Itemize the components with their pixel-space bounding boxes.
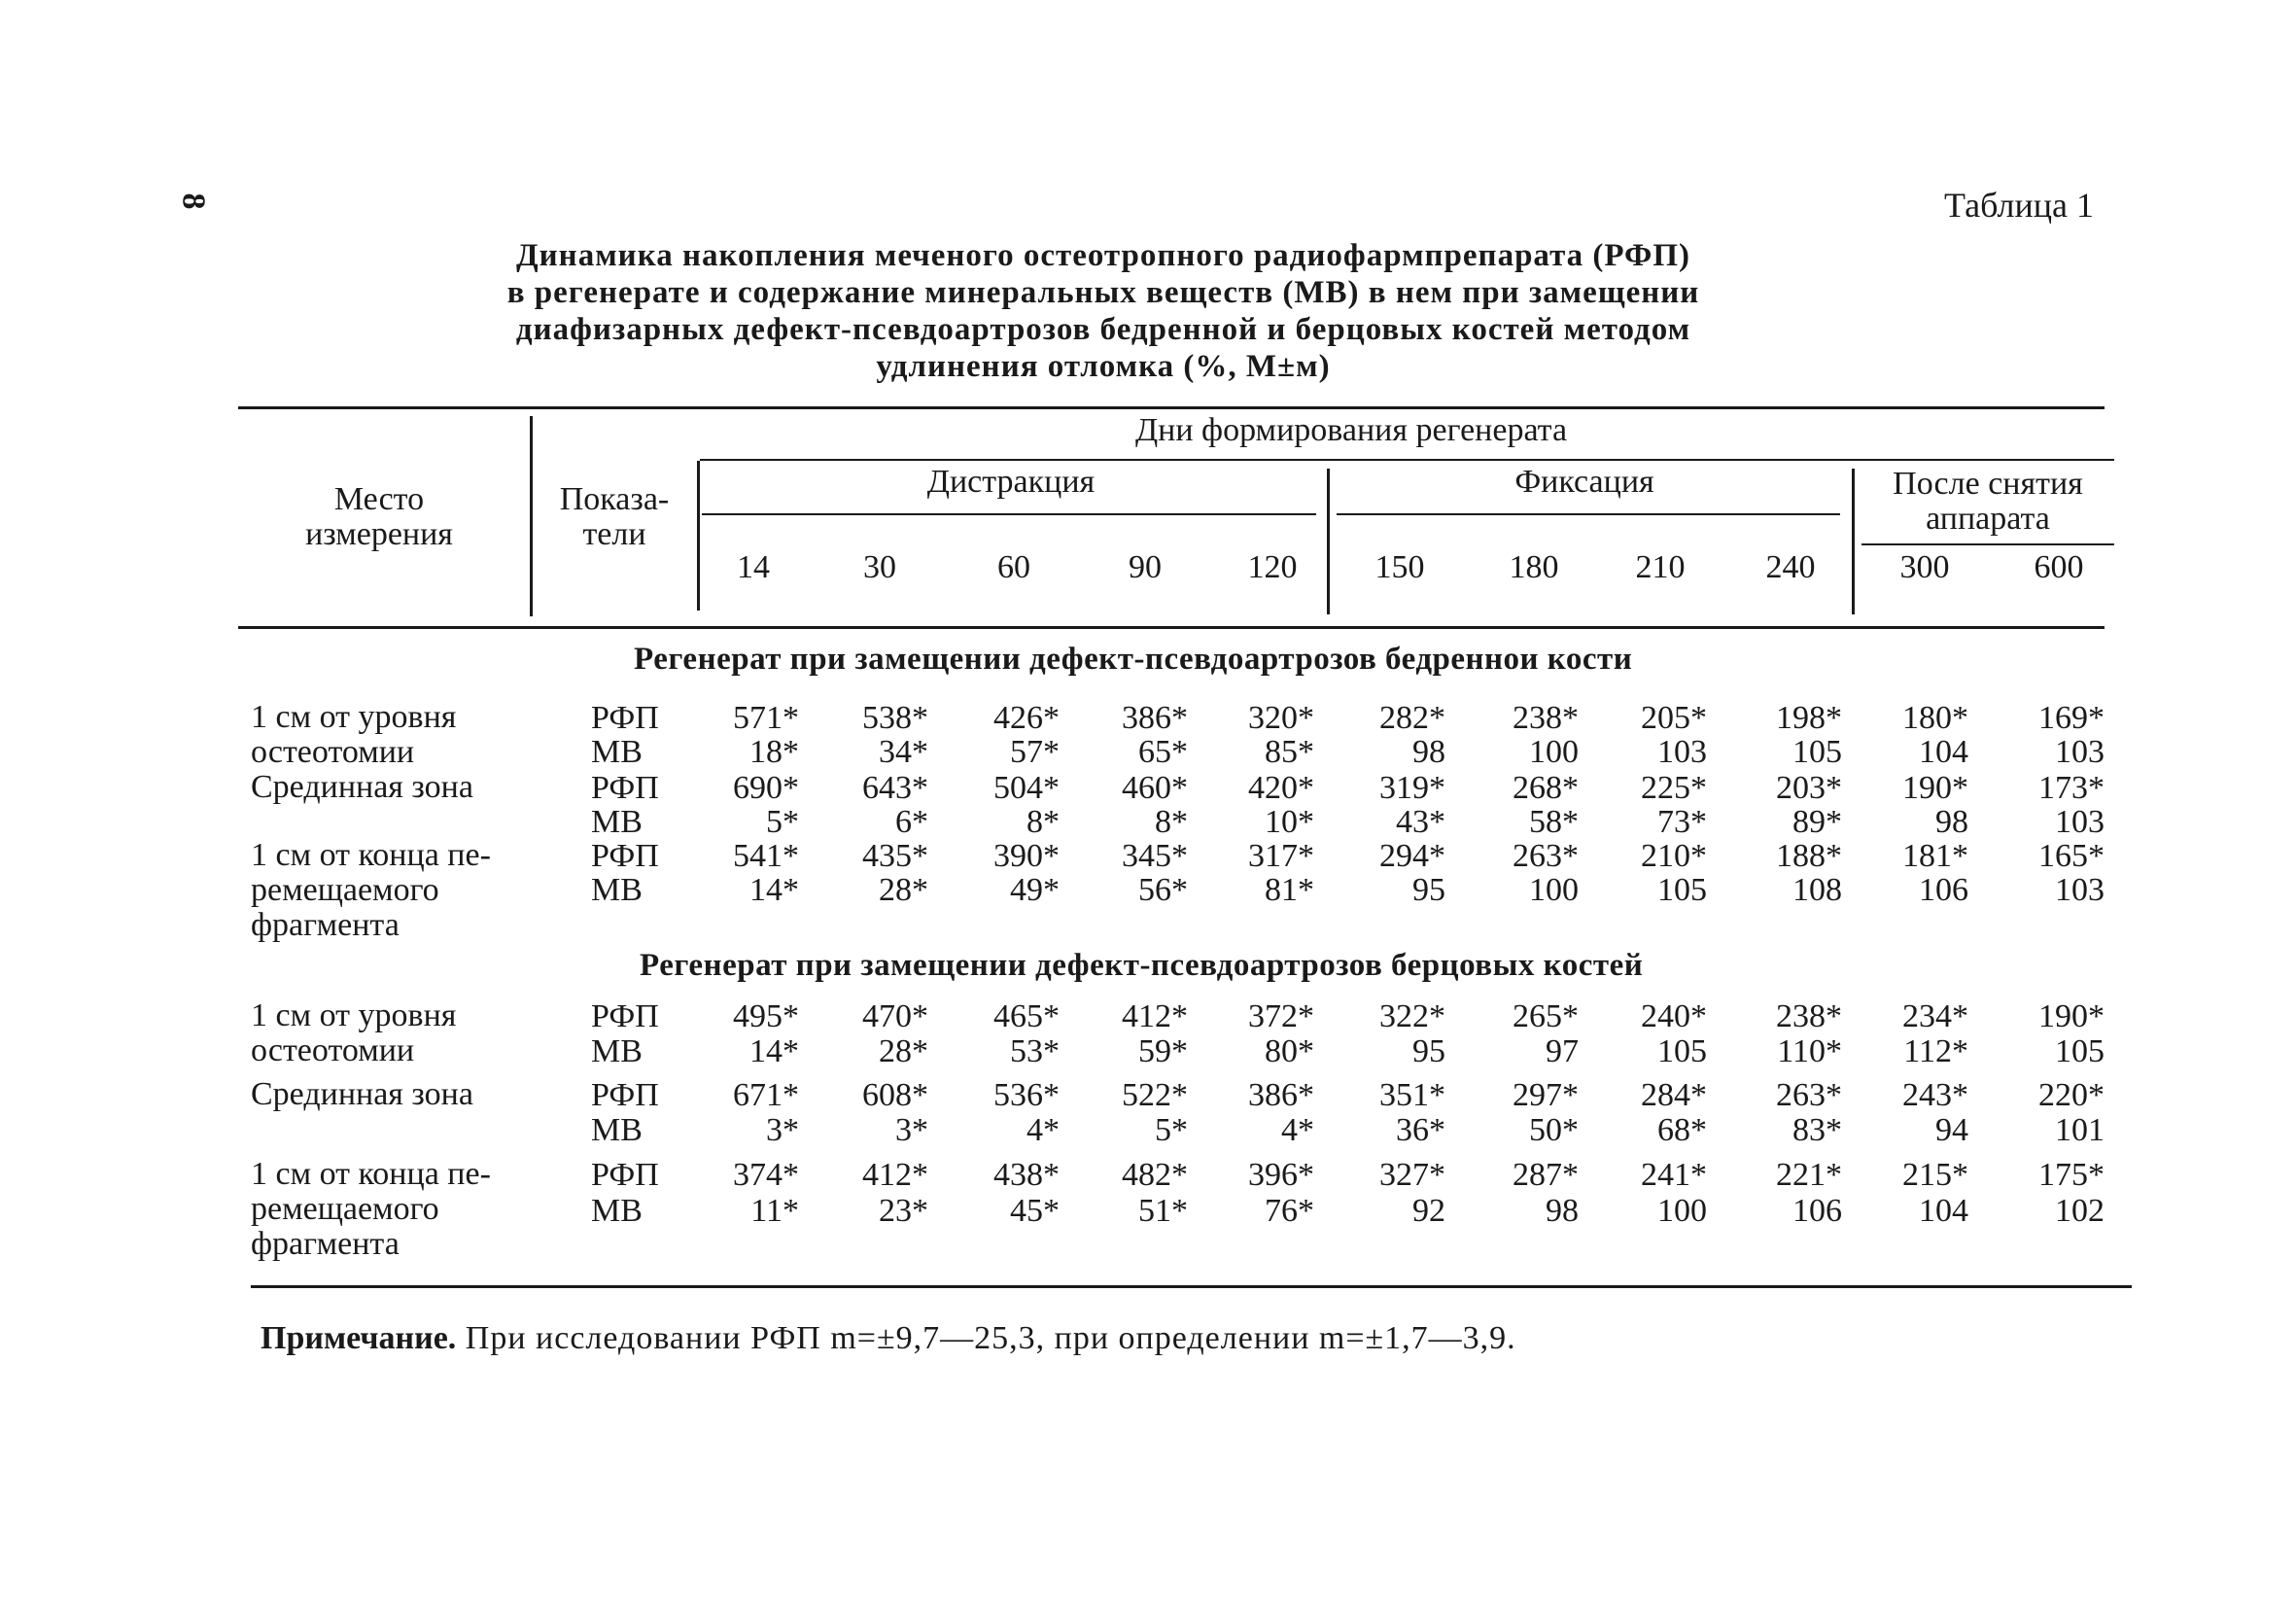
- row-indicator: РФП: [591, 838, 659, 874]
- header-after: После снятия аппарата: [1893, 466, 2083, 537]
- row-indicator: МВ: [591, 734, 643, 770]
- table-cell: 671*: [733, 1077, 799, 1113]
- table-cell: 92: [1412, 1193, 1445, 1229]
- table-cell: 105: [1657, 1033, 1707, 1069]
- table-cell: 221*: [1776, 1157, 1842, 1193]
- table-cell: 59*: [1138, 1033, 1188, 1069]
- table-cell: 101: [2055, 1112, 2105, 1148]
- header-day: 30: [863, 549, 896, 585]
- col-divider-after: [1852, 469, 1855, 614]
- row-place-label: 1 см от уровня остеотомии: [251, 699, 457, 770]
- table-cell: 45*: [1010, 1193, 1060, 1229]
- table-cell: 263*: [1513, 838, 1579, 874]
- table-cell: 4*: [1281, 1112, 1314, 1148]
- table-cell: 18*: [749, 734, 799, 770]
- table-cell: 284*: [1641, 1077, 1707, 1113]
- table-cell: 240*: [1641, 998, 1707, 1034]
- table-cell: 188*: [1776, 838, 1842, 874]
- row-indicator: РФП: [591, 998, 659, 1034]
- header-indicators: Показа- тели: [559, 481, 670, 552]
- table-cell: 351*: [1379, 1077, 1445, 1113]
- table-cell: 412*: [1122, 998, 1188, 1034]
- table-cell: 536*: [993, 1077, 1060, 1113]
- title-line: диафизарных дефект-псевдоартрозов бедренной и берцовых костей методом: [515, 312, 1691, 347]
- table-cell: 103: [2055, 872, 2105, 908]
- table-cell: 106: [1792, 1193, 1842, 1229]
- table-cell: 68*: [1657, 1112, 1707, 1148]
- header-day: 300: [1899, 549, 1950, 585]
- header-day: 600: [2034, 549, 2084, 585]
- table-cell: 80*: [1265, 1033, 1314, 1069]
- table-cell: 470*: [862, 998, 928, 1034]
- table-cell: 58*: [1529, 804, 1579, 840]
- table-cell: 319*: [1379, 770, 1445, 806]
- table-cell: 435*: [862, 838, 928, 874]
- table-cell: 317*: [1248, 838, 1314, 874]
- table-cell: 95: [1412, 1033, 1445, 1069]
- header-day: 210: [1635, 549, 1686, 585]
- row-indicator: РФП: [591, 700, 659, 736]
- days-rule: [700, 459, 2114, 461]
- table-cell: 205*: [1641, 700, 1707, 736]
- row-place-label: Срединная зона: [251, 1076, 473, 1112]
- table-cell: 73*: [1657, 804, 1707, 840]
- table-note: Примечание. При исследовании РФП m=±9,7—25,3, при определении m=±1,7—3,9.: [261, 1320, 1516, 1356]
- header-day: 60: [997, 549, 1030, 585]
- after-rule: [1861, 543, 2114, 545]
- table-cell: 51*: [1138, 1193, 1188, 1229]
- table-cell: 28*: [879, 872, 928, 908]
- distraction-rule: [702, 513, 1316, 515]
- row-place-label: 1 см от уровня остеотомии: [251, 997, 457, 1068]
- col-divider-indicators: [697, 461, 700, 611]
- table-cell: 6*: [895, 804, 928, 840]
- table-cell: 81*: [1265, 872, 1314, 908]
- fixation-rule: [1337, 513, 1840, 515]
- table-cell: 522*: [1122, 1077, 1188, 1113]
- table-cell: 396*: [1248, 1157, 1314, 1193]
- table-cell: 83*: [1792, 1112, 1842, 1148]
- table-cell: 426*: [993, 700, 1060, 736]
- header-day: 150: [1374, 549, 1425, 585]
- col-divider-fixation: [1327, 469, 1330, 614]
- table-cell: 215*: [1902, 1157, 1968, 1193]
- table-cell: 538*: [862, 700, 928, 736]
- table-cell: 4*: [1026, 1112, 1060, 1148]
- table-cell: 43*: [1396, 804, 1445, 840]
- table-cell: 34*: [879, 734, 928, 770]
- table-cell: 390*: [993, 838, 1060, 874]
- row-place-label: 1 см от конца пе- ремещаемого фрагмента: [251, 1156, 491, 1262]
- table-cell: 460*: [1122, 770, 1188, 806]
- row-indicator: РФП: [591, 1077, 659, 1113]
- table-cell: 203*: [1776, 770, 1842, 806]
- table-cell: 234*: [1902, 998, 1968, 1034]
- table-cell: 8*: [1026, 804, 1060, 840]
- row-indicator: МВ: [591, 804, 643, 840]
- header-fixation: Фиксация: [1514, 464, 1654, 500]
- table-cell: 571*: [733, 700, 799, 736]
- table-cell: 282*: [1379, 700, 1445, 736]
- table-cell: 690*: [733, 770, 799, 806]
- table-cell: 482*: [1122, 1157, 1188, 1193]
- header-distraction: Дистракция: [926, 464, 1096, 500]
- table-cell: 5*: [766, 804, 799, 840]
- table-cell: 238*: [1513, 700, 1579, 736]
- table-cell: 100: [1657, 1193, 1707, 1229]
- table-cell: 210*: [1641, 838, 1707, 874]
- table-cell: 238*: [1776, 998, 1842, 1034]
- table-cell: 3*: [766, 1112, 799, 1148]
- row-indicator: МВ: [591, 1033, 643, 1069]
- table-cell: 94: [1935, 1112, 1968, 1148]
- table-cell: 495*: [733, 998, 799, 1034]
- header-day: 120: [1247, 549, 1298, 585]
- table-cell: 50*: [1529, 1112, 1579, 1148]
- table-cell: 190*: [1902, 770, 1968, 806]
- table-cell: 100: [1529, 872, 1579, 908]
- table-cell: 465*: [993, 998, 1060, 1034]
- table-cell: 180*: [1902, 700, 1968, 736]
- table-cell: 438*: [993, 1157, 1060, 1193]
- table-cell: 198*: [1776, 700, 1842, 736]
- table-cell: 28*: [879, 1033, 928, 1069]
- table-cell: 65*: [1138, 734, 1188, 770]
- title-line: удлинения отломка (%, M±м): [876, 349, 1331, 384]
- table-cell: 169*: [2038, 700, 2105, 736]
- table-cell: 10*: [1265, 804, 1314, 840]
- page-number: 8: [175, 192, 212, 210]
- table-cell: 190*: [2038, 998, 2105, 1034]
- table-cell: 412*: [862, 1157, 928, 1193]
- table-cell: 97: [1546, 1033, 1579, 1069]
- title-line: в регенерате и содержание минеральных веществ (МВ) в нем при замещении: [506, 275, 1700, 310]
- table-bottom-rule: [251, 1285, 2132, 1288]
- table-cell: 541*: [733, 838, 799, 874]
- row-indicator: РФП: [591, 770, 659, 806]
- table-cell: 110*: [1777, 1033, 1842, 1069]
- table-cell: 76*: [1265, 1193, 1314, 1229]
- table-cell: 49*: [1010, 872, 1060, 908]
- header-day: 180: [1509, 549, 1559, 585]
- table-cell: 608*: [862, 1077, 928, 1113]
- table-cell: 8*: [1155, 804, 1188, 840]
- table-cell: 243*: [1902, 1077, 1968, 1113]
- section-title: Регенерат при замещении дефект-псевдоартрозов бедреннои кости: [634, 642, 1633, 677]
- table-cell: 263*: [1776, 1077, 1842, 1113]
- table-cell: 100: [1529, 734, 1579, 770]
- section-title: Регенерат при замещении дефект-псевдоартрозов берцовых костей: [640, 948, 1644, 983]
- header-day: 90: [1129, 549, 1162, 585]
- header-day: 240: [1765, 549, 1816, 585]
- table-cell: 345*: [1122, 838, 1188, 874]
- row-indicator: МВ: [591, 1193, 643, 1229]
- title-line: Динамика накопления меченого остеотропного радиофармпрепарата (РФП): [515, 238, 1691, 273]
- header-place: Место измерения: [305, 481, 453, 552]
- table-cell: 5*: [1155, 1112, 1188, 1148]
- table-cell: 220*: [2038, 1077, 2105, 1113]
- header-days-title: Дни формирования регенерата: [1134, 412, 1568, 448]
- table-cell: 98: [1412, 734, 1445, 770]
- table-cell: 104: [1919, 1193, 1968, 1229]
- table-cell: 327*: [1379, 1157, 1445, 1193]
- row-indicator: РФП: [591, 1157, 659, 1193]
- table-title: [292, 237, 1915, 385]
- table-cell: 98: [1546, 1193, 1579, 1229]
- table-cell: 95: [1412, 872, 1445, 908]
- header-day: 14: [737, 549, 770, 585]
- table-cell: 322*: [1379, 998, 1445, 1034]
- table-cell: 265*: [1513, 998, 1579, 1034]
- table-cell: 105: [2055, 1033, 2105, 1069]
- table-cell: 105: [1792, 734, 1842, 770]
- row-indicator: МВ: [591, 872, 643, 908]
- table-cell: 36*: [1396, 1112, 1445, 1148]
- table-cell: 173*: [2038, 770, 2105, 806]
- table-cell: 175*: [2038, 1157, 2105, 1193]
- table-cell: 374*: [733, 1157, 799, 1193]
- table-cell: 85*: [1265, 734, 1314, 770]
- table-cell: 504*: [993, 770, 1060, 806]
- table-cell: 386*: [1122, 700, 1188, 736]
- table-cell: 3*: [895, 1112, 928, 1148]
- table-cell: 165*: [2038, 838, 2105, 874]
- table-cell: 294*: [1379, 838, 1445, 874]
- table-cell: 287*: [1513, 1157, 1579, 1193]
- table-cell: 103: [2055, 734, 2105, 770]
- table-cell: 372*: [1248, 998, 1314, 1034]
- table-cell: 11*: [750, 1193, 799, 1229]
- table-cell: 14*: [749, 872, 799, 908]
- table-cell: 386*: [1248, 1077, 1314, 1113]
- table-cell: 57*: [1010, 734, 1060, 770]
- table-cell: 297*: [1513, 1077, 1579, 1113]
- row-place-label: Срединная зона: [251, 769, 473, 805]
- table-cell: 98: [1935, 804, 1968, 840]
- table-cell: 241*: [1641, 1157, 1707, 1193]
- table-cell: 181*: [1902, 838, 1968, 874]
- table-top-rule: [238, 406, 2105, 409]
- table-cell: 105: [1657, 872, 1707, 908]
- header-bottom-rule: [238, 626, 2105, 629]
- table-cell: 320*: [1248, 700, 1314, 736]
- table-cell: 56*: [1138, 872, 1188, 908]
- col-divider-place: [530, 416, 533, 616]
- table-cell: 103: [1657, 734, 1707, 770]
- table-cell: 89*: [1792, 804, 1842, 840]
- table-cell: 102: [2055, 1193, 2105, 1229]
- table-label: Таблица 1: [1944, 186, 2094, 225]
- table-cell: 14*: [749, 1033, 799, 1069]
- row-indicator: МВ: [591, 1112, 643, 1148]
- table-cell: 420*: [1248, 770, 1314, 806]
- table-cell: 108: [1792, 872, 1842, 908]
- table-cell: 225*: [1641, 770, 1707, 806]
- table-cell: 23*: [879, 1193, 928, 1229]
- row-place-label: 1 см от конца пе- ремещаемого фрагмента: [251, 837, 491, 943]
- table-cell: 268*: [1513, 770, 1579, 806]
- table-cell: 643*: [862, 770, 928, 806]
- table-cell: 103: [2055, 804, 2105, 840]
- table-cell: 106: [1919, 872, 1968, 908]
- table-cell: 104: [1919, 734, 1968, 770]
- table-cell: 53*: [1010, 1033, 1060, 1069]
- table-cell: 112*: [1903, 1033, 1968, 1069]
